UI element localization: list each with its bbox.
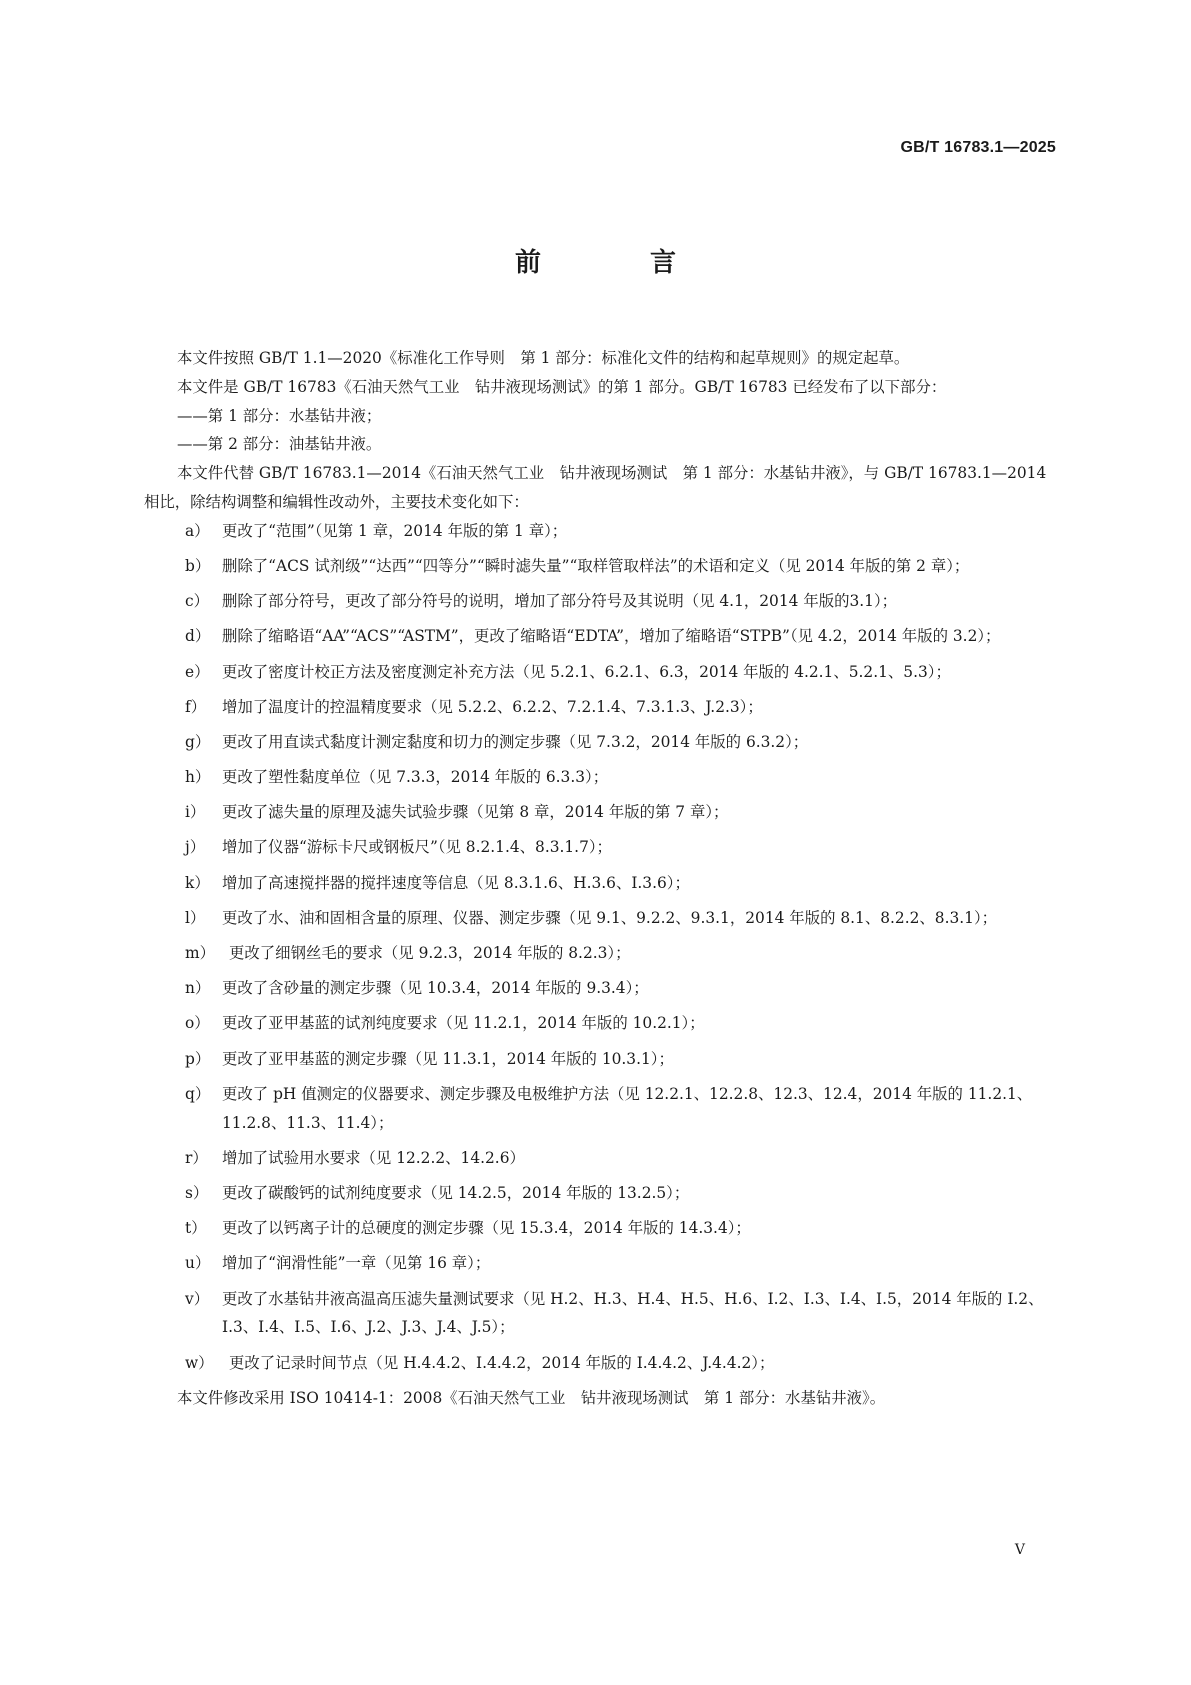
paragraph-replacement: 本文件代替 GB/T 16783.1—2014《石油天然气工业 钻井液现场测试 第 1 部分：水基钻井液》，与 GB/T 16783.1—2014 相比，除结构调整和编辑性改动外，主要技术变化如下：: [144, 464, 1047, 511]
list-item-text: 增加了“润滑性能”一章（见第 16 章）；: [222, 1254, 491, 1273]
list-item-marker: q）: [185, 1084, 211, 1103]
list-item-text: 增加了高速搅拌器的搅拌速度等信息（见 8.3.1.6、H.3.6、I.3.6）；: [222, 873, 690, 892]
list-item: [144, 1080, 1056, 1138]
list-item-marker: n）: [185, 979, 211, 998]
list-item-marker: v）: [185, 1289, 210, 1308]
list-item-text: 更改了记录时间节点（见 H.4.4.2、I.4.4.2，2014 年版的 I.4.4.2、J.4.4.2）；: [229, 1353, 775, 1372]
paragraph-drafting-rules: 本文件按照 GB/T 1.1—2020《标准化工作导则 第 1 部分：标准化文件的结构和起草规则》的规定起草。: [177, 349, 910, 367]
list-item-marker: l）: [185, 908, 206, 927]
list-item-marker: d）: [185, 627, 211, 646]
list-item: [144, 693, 1056, 722]
list-item-text: 更改了亚甲基蓝的测定步骤（见 11.3.1，2014 年版的 10.3.1）；: [222, 1049, 674, 1068]
list-item-marker: u）: [185, 1254, 211, 1273]
list-item-text: 更改了“范围”（见第 1 章，2014 年版的第 1 章）；: [222, 521, 568, 540]
page-number: V: [1014, 1542, 1025, 1558]
list-item: [144, 1214, 1056, 1243]
list-item-marker: r）: [185, 1148, 208, 1167]
list-item-marker: w）: [185, 1353, 214, 1372]
list-item-marker: t）: [185, 1219, 207, 1238]
list-item-marker: b）: [185, 556, 211, 575]
list-item: [144, 974, 1056, 1003]
list-item: [144, 904, 1056, 933]
list-item-text: 更改了密度计校正方法及密度测定补充方法（见 5.2.1、6.2.1、6.3，2014 年版的 4.2.1、5.2.1、5.3）；: [222, 662, 951, 681]
list-item-text: 更改了碳酸钙的试剂纯度要求（见 14.2.5，2014 年版的 13.2.5）；: [222, 1183, 690, 1202]
foreword-body: [144, 344, 1056, 1412]
list-item-text: 更改了用直读式黏度计测定黏度和切力的测定步骤（见 7.3.2，2014 年版的 6.3.2）；: [222, 732, 809, 751]
list-item-marker: f）: [185, 697, 207, 716]
list-item-marker: k）: [185, 873, 210, 892]
list-item-text: 更改了细钢丝毛的要求（见 9.2.3，2014 年版的 8.2.3）；: [229, 944, 631, 963]
list-item: [144, 517, 1056, 546]
list-item: [144, 1009, 1056, 1038]
list-item-marker: e）: [185, 662, 210, 681]
list-item-marker: p）: [185, 1049, 211, 1068]
list-item: [144, 798, 1056, 827]
list-item-marker: m）: [185, 944, 215, 963]
list-item-text: 增加了温度计的控温精度要求（见 5.2.2、6.2.2、7.2.1.4、7.3.1.3、J.2.3）；: [222, 697, 763, 716]
list-item-text: 更改了水、油和固相含量的原理、仪器、测定步骤（见 9.1、9.2.2、9.3.1，2014 年版的 8.1、8.2.2、8.3.1）；: [222, 908, 998, 927]
list-item: [144, 939, 1056, 968]
list-item-text: 增加了试验用水要求（见 12.2.2、14.2.6）: [222, 1148, 525, 1167]
list-item-marker: h）: [185, 768, 211, 787]
list-item: [144, 728, 1056, 757]
list-item-marker: c）: [185, 592, 210, 611]
list-item-marker: j）: [185, 838, 206, 857]
part-list-item-2: ——第 2 部分：油基钻井液。: [177, 435, 382, 454]
list-item: [144, 1349, 1056, 1378]
list-item-text: 更改了以钙离子计的总硬度的测定步骤（见 15.3.4，2014 年版的 14.3.4）；: [222, 1219, 751, 1238]
list-item-text: 删除了部分符号，更改了部分符号的说明，增加了部分符号及其说明（见 4.1，2014 年版的3.1）；: [222, 592, 898, 611]
list-item: [144, 1285, 1056, 1343]
list-item: [144, 763, 1056, 792]
list-item-text: 更改了 pH 值测定的仪器要求、测定步骤及电极维护方法（见 12.2.1、12.2.8、12.3、12.4，2014 年版的 11.2.1、11.2.8、11.3、11.4）；: [222, 1084, 1033, 1132]
list-item: [144, 658, 1056, 687]
list-item: [144, 1045, 1056, 1074]
list-item-text: 更改了亚甲基蓝的试剂纯度要求（见 11.2.1，2014 年版的 10.2.1）；: [222, 1014, 705, 1033]
part-list-item-1: ——第 1 部分：水基钻井液；: [177, 406, 382, 425]
list-item: [144, 1249, 1056, 1278]
list-item: [144, 869, 1056, 898]
list-item-text: 删除了“ACS 试剂级”“达西”“四等分”“瞬时滤失量”“取样管取样法”的术语和定义（见 2014 年版的第 2 章）；: [222, 556, 970, 575]
list-item: [144, 1144, 1056, 1173]
standard-code: GB/T 16783.1—2025: [900, 139, 1056, 156]
page-title: 前 言: [514, 248, 727, 278]
list-item: [144, 1179, 1056, 1208]
list-item: [144, 552, 1056, 581]
list-item-marker: a）: [185, 521, 210, 540]
list-item-text: 删除了缩略语“AA”“ACS”“ASTM”，更改了缩略语“EDTA”，增加了缩略语“STPB”（见 4.2，2014 年版的 3.2）；: [222, 627, 1001, 646]
list-item-text: 更改了含砂量的测定步骤（见 10.3.4，2014 年版的 9.3.4）；: [222, 979, 649, 998]
list-item-text: 更改了滤失量的原理及滤失试验步骤（见第 8 章，2014 年版的第 7 章）；: [222, 803, 729, 822]
paragraph-iso-adoption: 本文件修改采用 ISO 10414-1：2008《石油天然气工业 钻井液现场测试 第 1 部分：水基钻井液》。: [177, 1388, 886, 1407]
list-item-marker: g）: [185, 732, 211, 751]
list-item-marker: s）: [185, 1183, 209, 1202]
technical-changes-list: [144, 517, 1056, 1378]
list-item: [144, 587, 1056, 616]
list-item-marker: o）: [185, 1014, 210, 1033]
list-item-text: 更改了水基钻井液高温高压滤失量测试要求（见 H.2、H.3、H.4、H.5、H.6、I.2、I.3、I.4、I.5，2014 年版的 I.2、I.3、I.4、I.5、I.6、J.2、J.3、J.4、J.5）；: [222, 1289, 1044, 1337]
list-item-text: 更改了塑性黏度单位（见 7.3.3，2014 年版的 6.3.3）；: [222, 768, 609, 787]
list-item: [144, 622, 1056, 651]
list-item: [144, 833, 1056, 862]
paragraph-parts-intro: 本文件是 GB/T 16783《石油天然气工业 钻井液现场测试》的第 1 部分。GB/T 16783 已经发布了以下部分：: [177, 377, 947, 396]
list-item-marker: i）: [185, 803, 206, 822]
list-item-text: 增加了仪器“游标卡尺或钢板尺”（见 8.2.1.4、8.3.1.7）；: [222, 838, 612, 857]
